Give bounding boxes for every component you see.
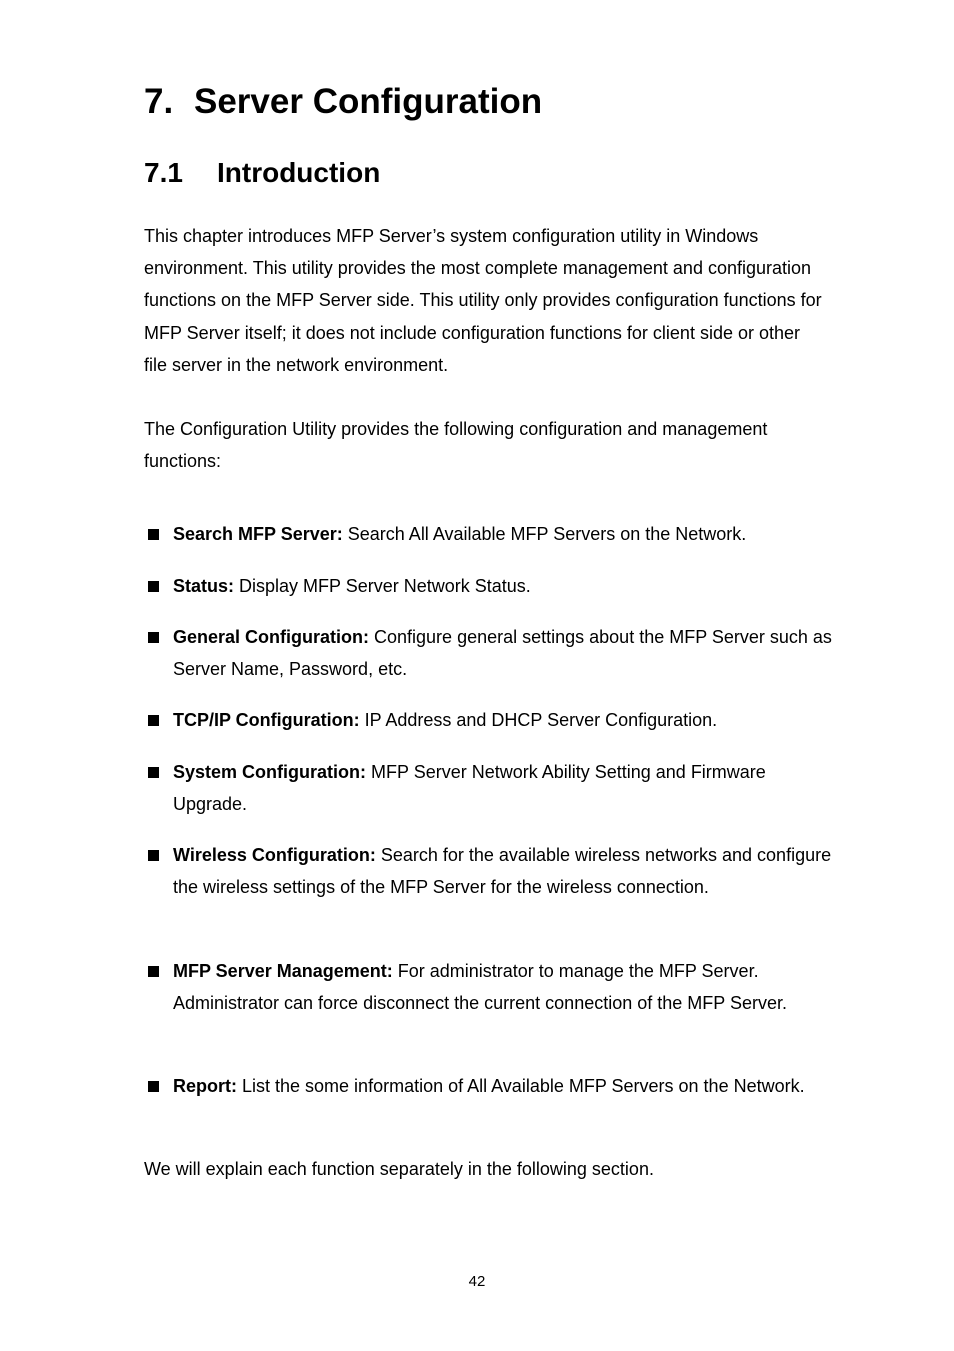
function-list-item	[144, 756, 834, 820]
function-description: Display MFP Server Network Status.	[234, 576, 531, 596]
function-list-item	[144, 1070, 834, 1102]
function-description: Search All Available MFP Servers on the Network.	[342, 524, 747, 544]
page-number: 42	[468, 1273, 486, 1290]
square-bullet-icon	[148, 529, 159, 540]
function-term: Report:	[173, 1076, 237, 1096]
function-description: List the some information of All Available MFP Servers on the Network.	[237, 1076, 805, 1096]
chapter-heading	[144, 80, 542, 124]
function-term: System Configuration:	[173, 762, 367, 782]
function-term: General Configuration:	[173, 627, 370, 647]
square-bullet-icon	[148, 1081, 159, 1092]
function-term: TCP/IP Configuration:	[173, 710, 360, 730]
intro-paragraph: The Configuration Utility provides the following configuration and management functions:	[144, 419, 768, 472]
chapter-number: 7.	[144, 82, 174, 121]
function-list-item	[144, 955, 834, 1019]
square-bullet-icon	[148, 850, 159, 861]
function-list-item	[144, 518, 834, 550]
function-description: MFP Server Network Ability Setting and Firmware Upgrade.	[173, 762, 766, 814]
section-title: Introduction	[217, 157, 381, 188]
function-description: IP Address and DHCP Server Configuration.	[359, 710, 718, 730]
intro-paragraph: This chapter introduces MFP Server’s system configuration utility in Windows environment. This utility provides the most complete management and configuration functions on the MFP Server side. This utility only provides configuration functions for MFP Server itself; it does not include configuration functions for client side or other file server in the network environment.	[144, 226, 822, 375]
square-bullet-icon	[148, 715, 159, 726]
function-term: Search MFP Server:	[173, 524, 343, 544]
section-heading	[144, 155, 380, 191]
function-term: MFP Server Management:	[173, 961, 393, 981]
square-bullet-icon	[148, 767, 159, 778]
chapter-title: Server Configuration	[194, 82, 543, 121]
function-list-item	[144, 839, 834, 903]
square-bullet-icon	[148, 581, 159, 592]
function-term: Status:	[173, 576, 235, 596]
function-list-item	[144, 570, 834, 602]
closing-paragraph: We will explain each function separately in the following section.	[144, 1159, 654, 1179]
function-description: Configure general settings about the MFP Server such as Server Name, Password, etc.	[173, 627, 832, 679]
square-bullet-icon	[148, 966, 159, 977]
function-description: For administrator to manage the MFP Server. Administrator can force disconnect the current connection of the MFP Server.	[173, 961, 787, 1013]
function-description: Search for the available wireless networks and configure the wireless settings of the MFP Server for the wireless connection.	[173, 845, 832, 897]
section-number: 7.1	[144, 157, 183, 188]
function-list-item	[144, 621, 834, 685]
square-bullet-icon	[148, 632, 159, 643]
function-list-item	[144, 704, 834, 736]
function-term: Wireless Configuration:	[173, 845, 376, 865]
